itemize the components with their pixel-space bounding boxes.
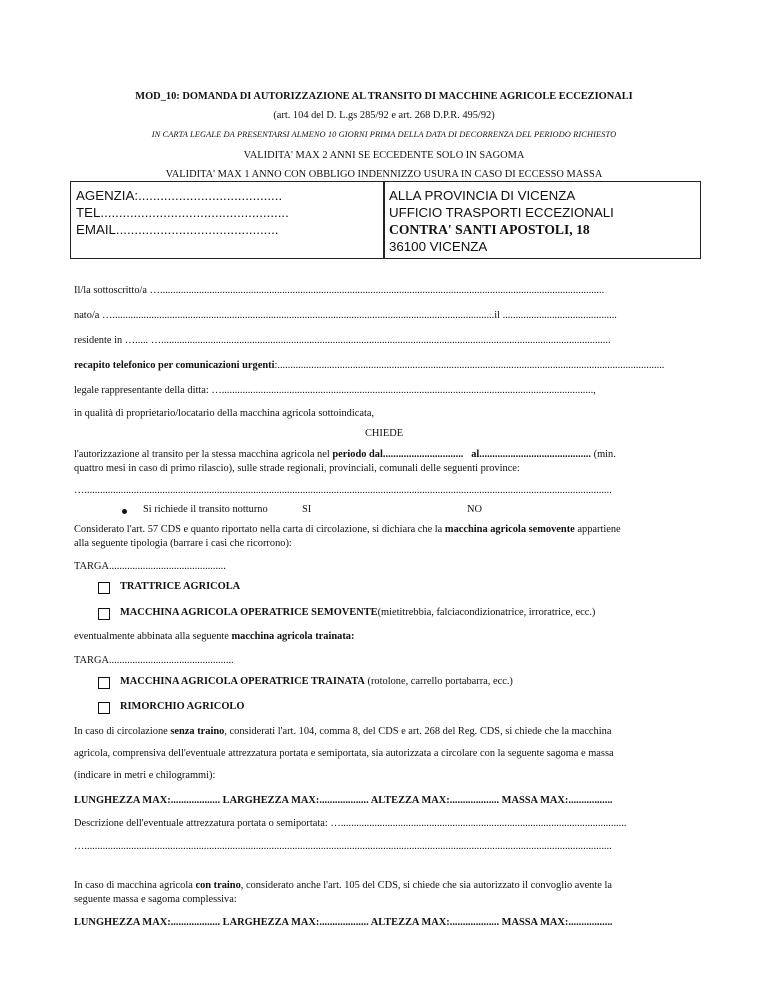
phone-label: recapito telefonico per comunicazioni urgenti xyxy=(74,360,275,371)
auth-text: l'autorizzazione al transito per la stessa macchina agricola nel xyxy=(74,449,330,460)
equipment-description-field[interactable]: Descrizione dell'eventuale attrezzatura portata o semiportata: ….............................................................................................................. xyxy=(74,818,627,829)
option-towed-machine-label: MACCHINA AGRICOLA OPERATRICE TRAINATA (rotolone, carrello portabarra, ecc.) xyxy=(120,676,513,687)
phone-field[interactable] xyxy=(74,360,664,371)
residence-field[interactable]: residente in …..... …............................................................................................................................................................................. xyxy=(74,335,611,346)
period-to-field[interactable]: al........................................... xyxy=(471,449,591,460)
checkbox-self-propelled[interactable] xyxy=(98,608,110,620)
no-tow-line3: (indicare in metri e chilogrammi): xyxy=(74,770,216,781)
option-self-propelled-label: MACCHINA AGRICOLA OPERATRICE SEMOVENTE(mietitrebbia, falciacondizionatrice, irroratrice, ecc.) xyxy=(120,607,596,618)
checkbox-tractor[interactable] xyxy=(98,582,110,594)
night-transit-label: Si richiede il transito notturno xyxy=(143,504,268,515)
recipient-box xyxy=(383,181,701,259)
owner-statement: in qualità di proprietario/locatario della macchina agricola sottoindicata, xyxy=(74,408,375,419)
birth-field[interactable]: nato/a …...................................................................................................................................................il ............................................ xyxy=(74,310,617,321)
tel-field[interactable]: TEL................................................... xyxy=(76,205,289,220)
tow-line1: In caso di macchina agricola con traino, considerato anche l'art. 105 del CDS, si chiede che sia autorizzato il convoglio avente la xyxy=(74,880,612,891)
phone-dots: :..................................................................................................................................................... xyxy=(274,360,665,371)
auth-paragraph-line1 xyxy=(74,449,616,460)
recipient-line-2: UFFICIO TRASPORTI ECCEZIONALI xyxy=(389,205,614,220)
sender-box xyxy=(70,181,385,259)
night-no-option[interactable]: NO xyxy=(467,504,483,515)
undersigned-field[interactable]: Il/la sottoscritto/a …........................................................................................................................................................................... xyxy=(74,285,605,296)
validity-shape: VALIDITA' MAX 2 ANNI SE ECCEDENTE SOLO IN SAGOMA xyxy=(243,150,525,161)
period-from-field[interactable]: periodo dal............................... xyxy=(332,449,464,460)
night-yes-option[interactable]: SI xyxy=(302,504,312,515)
recipient-line-1: ALLA PROVINCIA DI VICENZA xyxy=(389,188,576,203)
no-tow-line1: In caso di circolazione senza traino, considerati l'art. 104, comma 8, del CDS e art. 268 del Reg. CDS, si chiede che la macchina xyxy=(74,726,612,737)
validity-mass: VALIDITA' MAX 1 ANNO CON OBBLIGO INDENNIZZO USURA IN CASO DI ECCESSO MASSA xyxy=(165,169,603,180)
no-tow-line2: agricola, comprensiva dell'eventuale attrezzatura portata e semiportata, sia autorizzata a circolare con la seguente sagoma e massa xyxy=(74,748,614,759)
consider-line1: Considerato l'art. 57 CDS e quanto riportato nella carta di circolazione, si dichiara che la macchina agricola semovente appartiene xyxy=(74,524,621,535)
dimensions-fields-2[interactable]: LUNGHEZZA MAX:................... LARGHEZZA MAX:................... ALTEZZA MAX:................... MASSA MAX:................. xyxy=(74,917,613,928)
legal-reference: (art. 104 del D. L.gs 285/92 e art. 268 D.P.R. 495/92) xyxy=(273,110,495,121)
email-field[interactable]: EMAIL............................................ xyxy=(76,222,279,237)
legal-rep-field[interactable]: legale rappresentante della ditta: …..............................................................................................................................................., xyxy=(74,385,596,396)
tow-line2: seguente massa e sagoma complessiva: xyxy=(74,894,237,905)
checkbox-towed-machine[interactable] xyxy=(98,677,110,689)
recipient-line-3: CONTRA' SANTI APOSTOLI, 18 xyxy=(389,222,590,237)
bullet-icon xyxy=(122,509,127,514)
towed-intro: eventualmente abbinata alla seguente macchina agricola trainata: xyxy=(74,631,355,642)
auth-paragraph-line2: quattro mesi in caso di primo rilascio), sulle strade regionali, provinciali, comunali delle seguenti province: xyxy=(74,463,520,474)
checkbox-trailer[interactable] xyxy=(98,702,110,714)
equipment-description-field-2[interactable]: …........................................................................................................................................................................................................... xyxy=(74,841,612,852)
submission-note: IN CARTA LEGALE DA PRESENTARSI ALMENO 10 GIORNI PRIMA DELLA DATA DI DECORRENZA DEL PERIODO RICHIESTO xyxy=(151,130,617,139)
consider-line2: alla seguente tipologia (barrare i casi che ricorrono): xyxy=(74,538,292,549)
option-tractor-label: TRATTRICE AGRICOLA xyxy=(120,581,241,592)
document-title: MOD_10: DOMANDA DI AUTORIZZAZIONE AL TRANSITO DI MACCHINE AGRICOLE ECCEZIONALI xyxy=(135,91,633,102)
auth-min: (min. xyxy=(593,449,616,460)
provinces-field[interactable]: …........................................................................................................................................................................................................... xyxy=(74,485,612,496)
agency-field[interactable]: AGENZIA:....................................... xyxy=(76,188,283,203)
plate-field-2[interactable]: TARGA................................................ xyxy=(74,655,234,666)
dimensions-fields-1[interactable]: LUNGHEZZA MAX:................... LARGHEZZA MAX:................... ALTEZZA MAX:................... MASSA MAX:................. xyxy=(74,795,613,806)
requests-heading: CHIEDE xyxy=(364,428,404,439)
plate-field-1[interactable]: TARGA............................................. xyxy=(74,561,226,572)
recipient-line-4: 36100 VICENZA xyxy=(389,239,488,254)
option-trailer-label: RIMORCHIO AGRICOLO xyxy=(120,701,245,712)
